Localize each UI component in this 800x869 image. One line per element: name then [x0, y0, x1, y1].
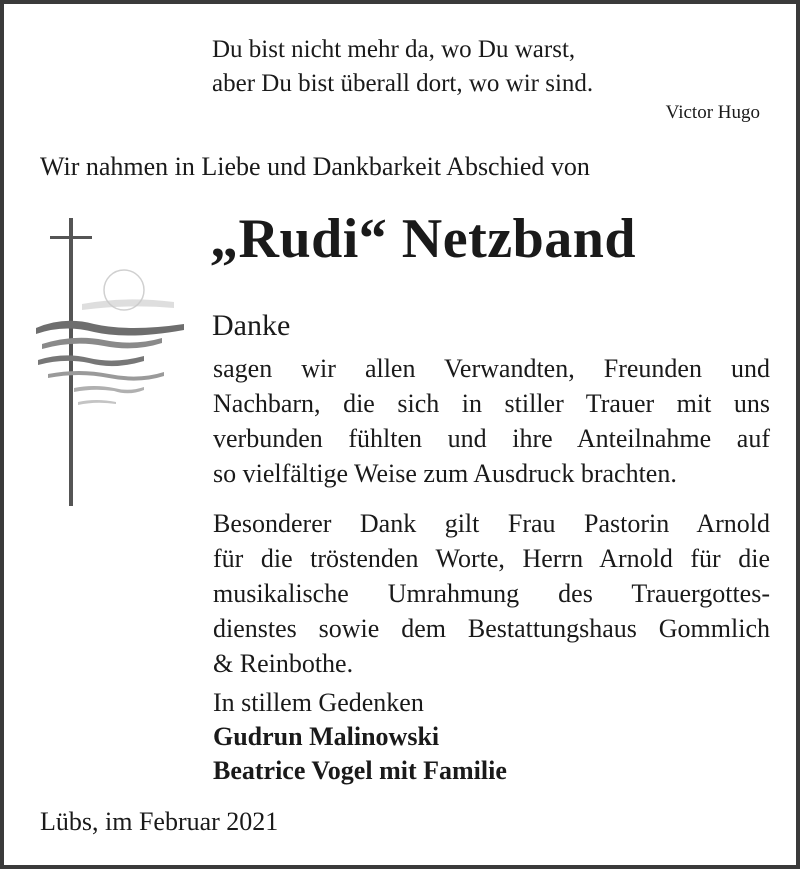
paragraph-line: Besonderer Dank gilt Frau Pastorin Arnold	[213, 509, 770, 538]
deceased-name: „Rudi“ Netzband	[210, 208, 637, 270]
paragraph-line: verbunden fühlten und ihre Anteilnahme auf	[213, 424, 770, 453]
wave-shape	[36, 321, 184, 336]
paragraph-line: sagen wir allen Verwandten, Freunden und	[213, 354, 770, 383]
paragraph-line: dienstes sowie dem Bestattungshaus Gommlich	[213, 614, 770, 643]
wave-shape	[78, 400, 116, 405]
special-thanks-paragraph	[213, 506, 770, 681]
wave-shape	[42, 338, 162, 349]
thanks-paragraph	[213, 351, 770, 491]
cross-beam-vertical	[69, 218, 73, 506]
paragraph-line: für die tröstenden Worte, Herrn Arnold für die	[213, 544, 770, 573]
signer-name: Beatrice Vogel mit Familie	[213, 756, 507, 785]
paragraph-line: Nachbarn, die sich in stiller Trauer mit uns	[213, 389, 770, 418]
paragraph-line: & Reinbothe.	[213, 649, 354, 678]
danke-heading: Danke	[212, 309, 291, 342]
signer-name: Gudrun Malinowski	[213, 722, 440, 751]
paragraph-line: musikalische Umrahmung des Trauergottes-	[213, 579, 770, 608]
quote-author: Victor Hugo	[665, 102, 760, 123]
cross-beam-horizontal	[50, 236, 92, 239]
intro-text: Wir nahmen in Liebe und Dankbarkeit Abschied von	[40, 152, 590, 181]
place-date: Lübs, im Februar 2021	[40, 807, 279, 836]
wave-shape	[48, 371, 164, 381]
cross-landscape-icon	[34, 212, 194, 512]
quote-line-1: Du bist nicht mehr da, wo Du warst,	[212, 36, 576, 63]
closing-phrase: In stillem Gedenken	[213, 688, 424, 717]
quote-line-2: aber Du bist überall dort, wo wir sind.	[212, 70, 594, 97]
wave-shape	[74, 386, 144, 393]
wave-shape	[38, 355, 144, 366]
paragraph-line: so vielfältige Weise zum Ausdruck brachten.	[213, 459, 677, 488]
